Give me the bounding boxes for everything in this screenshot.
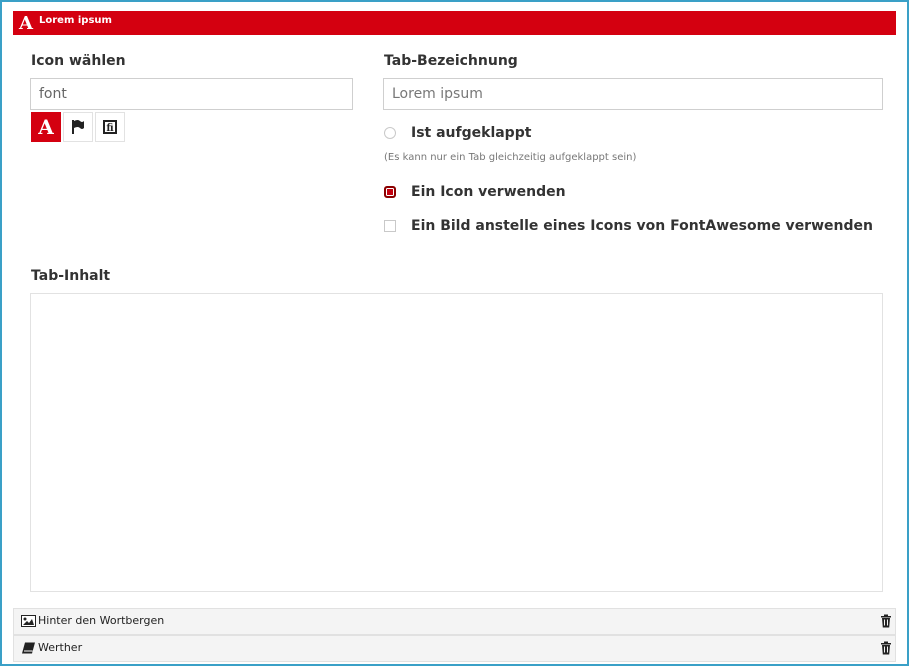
list-item[interactable]	[13, 635, 896, 662]
trash-icon[interactable]	[880, 614, 892, 628]
expanded-option[interactable]	[384, 125, 531, 141]
icon-option-flag[interactable]	[63, 112, 93, 142]
list-item-label: Werther	[38, 641, 83, 654]
expanded-radio[interactable]	[384, 127, 396, 139]
list-item[interactable]	[13, 608, 896, 635]
use-image-checkbox[interactable]	[384, 220, 396, 232]
list-item-label: Hinter den Wortbergen	[38, 614, 165, 627]
font-icon: A	[19, 13, 33, 34]
icon-select-label: Icon wählen	[31, 53, 126, 69]
tab-content-editor[interactable]	[30, 293, 883, 592]
tab-name-label: Tab-Bezeichnung	[384, 53, 518, 69]
trash-icon[interactable]	[880, 641, 892, 655]
ligature-fi-icon	[102, 119, 118, 135]
svg-text:fi: fi	[106, 123, 114, 134]
use-icon-label: Ein Icon verwenden	[411, 184, 566, 200]
image-icon	[21, 615, 36, 627]
tab-header[interactable]	[13, 11, 896, 35]
font-icon: A	[38, 115, 54, 139]
tab-header-title: Lorem ipsum	[39, 15, 112, 26]
icon-option-ligature[interactable]	[95, 112, 125, 142]
tab-name-input[interactable]	[383, 78, 883, 110]
flag-icon	[71, 119, 85, 135]
book-icon	[21, 642, 36, 654]
tab-content-label: Tab-Inhalt	[31, 268, 111, 284]
icon-option-font[interactable]	[31, 112, 61, 142]
use-icon-checkbox[interactable]	[384, 186, 396, 198]
use-image-option[interactable]	[384, 218, 873, 234]
icon-search-input[interactable]	[30, 78, 353, 110]
use-icon-option[interactable]	[384, 184, 566, 200]
expanded-label: Ist aufgeklappt	[411, 125, 532, 141]
expanded-hint: (Es kann nur ein Tab gleichzeitig aufgeklappt sein)	[384, 152, 637, 163]
use-image-label: Ein Bild anstelle eines Icons von FontAwesome verwenden	[411, 218, 873, 234]
